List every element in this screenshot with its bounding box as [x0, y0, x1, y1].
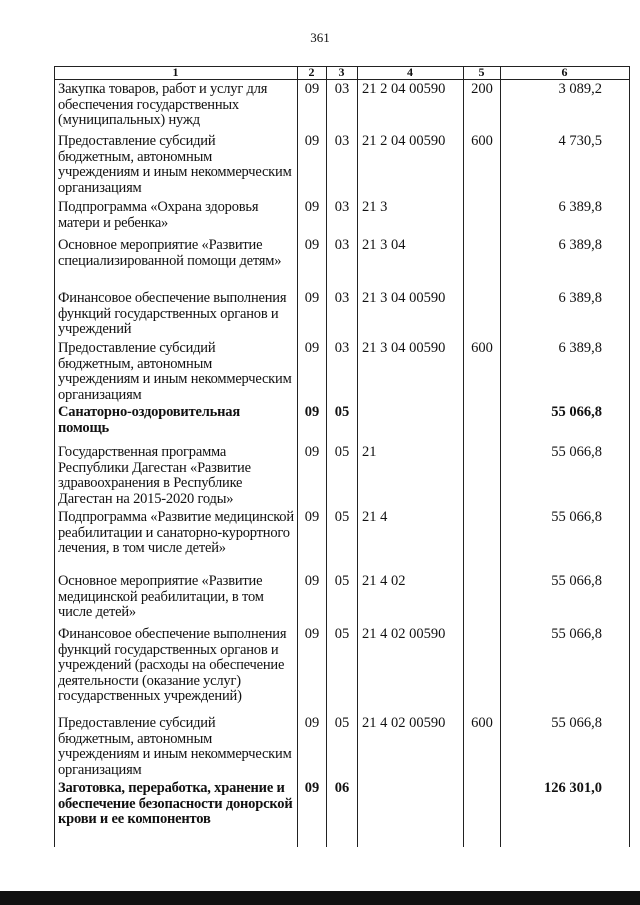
row-section: 09	[304, 509, 320, 525]
row-subsection: 05	[334, 573, 350, 589]
row-section: 09	[304, 237, 320, 253]
col-divider	[629, 66, 630, 847]
row-subsection: 05	[334, 715, 350, 731]
section-heading: Санаторно-оздоровительная помощь	[58, 404, 240, 436]
row-expense-type: 200	[471, 81, 493, 97]
column-header: 5	[478, 65, 485, 79]
row-subsection: 03	[334, 133, 350, 149]
row-description: Предоставление субсидий бюджетным, автономным учреждениям и иным некоммерческим организациям	[58, 340, 292, 403]
row-amount: 6 389,8	[558, 199, 602, 215]
row-section: 09	[304, 444, 320, 460]
row-description: Подпрограмма «Развитие медицинской реабилитации и санаторно-курортного лечения, в том числе детей»	[58, 509, 294, 556]
row-section: 09	[304, 81, 320, 97]
row-expense-type: 600	[471, 133, 493, 149]
row-subsection: 05	[334, 626, 350, 642]
row-amount: 3 089,2	[558, 81, 602, 97]
row-subsection: 05	[334, 509, 350, 525]
row-amount: 55 066,8	[551, 715, 602, 731]
row-description: Финансовое обеспечение выполнения функций государственных органов и учреждений	[58, 290, 287, 337]
row-target-code: 21 3 04 00590	[362, 290, 446, 306]
row-target-code: 21 4	[362, 509, 388, 525]
row-target-code: 21 4 02 00590	[362, 715, 446, 731]
column-header: 4	[407, 65, 413, 79]
row-amount: 4 730,5	[558, 133, 602, 149]
row-amount: 55 066,8	[551, 444, 602, 460]
row-subsection: 03	[334, 340, 350, 356]
row-target-code: 21 2 04 00590	[362, 133, 446, 149]
col-divider	[463, 66, 464, 847]
row-amount: 55 066,8	[551, 626, 602, 642]
row-section: 09	[304, 715, 320, 731]
row-section: 09	[304, 404, 320, 420]
row-section: 09	[304, 340, 320, 356]
row-subsection: 03	[334, 81, 350, 97]
row-subsection: 03	[334, 237, 350, 253]
row-target-code: 21 2 04 00590	[362, 81, 446, 97]
row-expense-type: 600	[471, 340, 493, 356]
row-section: 09	[304, 626, 320, 642]
row-section: 09	[304, 780, 320, 796]
row-subsection: 03	[334, 290, 350, 306]
column-header: 1	[172, 65, 179, 79]
row-description: Предоставление субсидий бюджетным, автономным учреждениям и иным некоммерческим организациям	[58, 715, 292, 778]
row-amount: 6 389,8	[558, 340, 602, 356]
row-target-code: 21 4 02	[362, 573, 406, 589]
row-target-code: 21 3 04 00590	[362, 340, 446, 356]
row-amount: 6 389,8	[558, 237, 602, 253]
col-divider	[500, 66, 501, 847]
row-amount: 55 066,8	[551, 404, 602, 420]
row-subsection: 05	[334, 404, 350, 420]
page-number: 361	[310, 30, 330, 45]
column-header: 6	[561, 65, 568, 79]
row-description: Основное мероприятие «Развитие специализированной помощи детям»	[58, 237, 282, 269]
row-target-code: 21 3 04	[362, 237, 406, 253]
row-target-code: 21 3	[362, 199, 388, 215]
row-description: Основное мероприятие «Развитие медицинской реабилитации, в том числе детей»	[58, 573, 264, 620]
row-description: Предоставление субсидий бюджетным, автономным учреждениям и иным некоммерческим организациям	[58, 133, 292, 196]
row-section: 09	[304, 199, 320, 215]
row-description: Подпрограмма «Охрана здоровья матери и ребенка»	[58, 199, 259, 231]
header-bottom-border	[54, 79, 629, 80]
row-subsection: 06	[334, 780, 350, 796]
column-header: 2	[308, 65, 315, 79]
row-section: 09	[304, 133, 320, 149]
row-description: Государственная программа Республики Дагестан «Развитие здравоохранения в Республике Дагестан на 2015-2020 годы»	[58, 444, 251, 507]
row-amount: 6 389,8	[558, 290, 602, 306]
row-description: Закупка товаров, работ и услуг для обеспечения государственных (муниципальных) нужд	[58, 81, 268, 128]
column-header: 3	[338, 65, 345, 79]
row-amount: 55 066,8	[551, 509, 602, 525]
row-subsection: 05	[334, 444, 350, 460]
row-amount: 126 301,0	[544, 780, 602, 796]
row-section: 09	[304, 573, 320, 589]
row-description: Финансовое обеспечение выполнения функций государственных органов и учреждений (расходы на обеспечение деятельности (оказание услуг) государственных учреждений)	[58, 626, 287, 704]
row-section: 09	[304, 290, 320, 306]
row-amount: 55 066,8	[551, 573, 602, 589]
section-heading: Заготовка, переработка, хранение и обеспечение безопасности донорской крови и ее компонентов	[58, 780, 293, 827]
row-target-code: 21	[362, 444, 377, 460]
col-divider	[357, 66, 358, 847]
row-expense-type: 600	[471, 715, 493, 731]
row-subsection: 03	[334, 199, 350, 215]
col-divider	[54, 66, 55, 847]
row-target-code: 21 4 02 00590	[362, 626, 446, 642]
scan-bottom-edge	[0, 891, 640, 905]
